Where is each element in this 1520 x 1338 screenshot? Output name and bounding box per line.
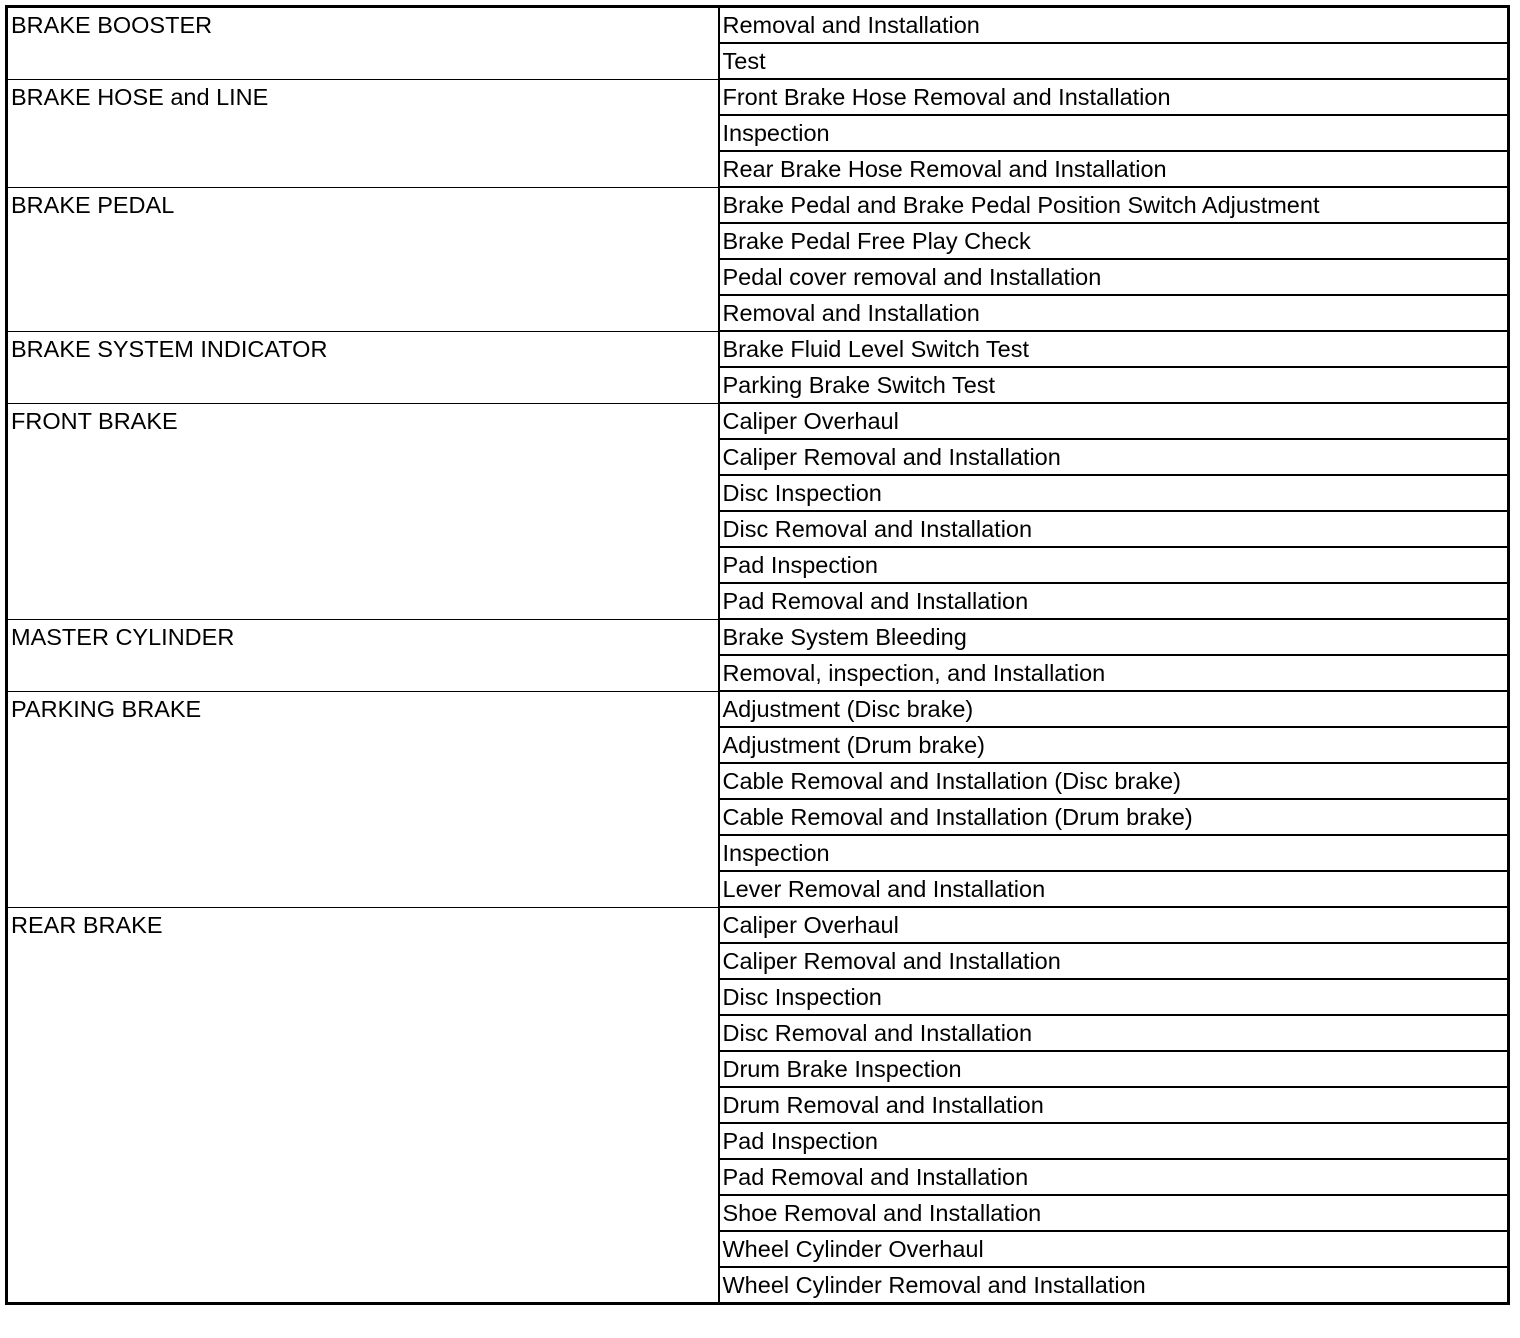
table-row <box>7 331 1509 367</box>
procedure-cell: Lever Removal and Installation <box>719 871 1509 907</box>
procedure-cell: Wheel Cylinder Overhaul <box>719 1231 1509 1267</box>
category-cell: PARKING BRAKE <box>7 691 719 907</box>
procedure-cell: Drum Brake Inspection <box>719 1051 1509 1087</box>
category-cell: FRONT BRAKE <box>7 403 719 619</box>
category-cell: BRAKE HOSE and LINE <box>7 79 719 187</box>
procedure-cell: Disc Inspection <box>719 979 1509 1015</box>
procedure-cell: Removal and Installation <box>722 12 980 38</box>
category-cell: BRAKE SYSTEM INDICATOR <box>7 331 719 403</box>
table-row <box>7 187 1509 223</box>
procedure-cell: Pad Removal and Installation <box>719 1159 1509 1195</box>
table-row <box>7 79 1509 115</box>
procedure-cell: Caliper Overhaul <box>719 403 1509 439</box>
procedure-cell: Cable Removal and Installation (Disc brake) <box>719 763 1509 799</box>
procedure-cell: Caliper Removal and Installation <box>719 943 1509 979</box>
procedure-cell: Pad Removal and Installation <box>719 583 1509 619</box>
procedure-cell: Adjustment (Disc brake) <box>719 691 1509 727</box>
procedure-cell: Inspection <box>719 115 1509 151</box>
table-row <box>7 907 1509 943</box>
procedure-cell: Brake Pedal and Brake Pedal Position Switch Adjustment <box>719 187 1509 223</box>
procedure-cell: Rear Brake Hose Removal and Installation <box>719 151 1509 187</box>
table-row <box>7 403 1509 439</box>
table-body <box>7 7 1509 1304</box>
procedure-cell: Inspection <box>719 835 1509 871</box>
procedure-cell: Disc Inspection <box>719 475 1509 511</box>
brake-procedures-table <box>5 5 1510 1305</box>
procedure-cell: Shoe Removal and Installation <box>719 1195 1509 1231</box>
procedure-cell: Brake System Bleeding <box>719 619 1509 655</box>
procedure-cell: Front Brake Hose Removal and Installation <box>719 79 1509 115</box>
category-cell: REAR BRAKE <box>7 907 719 1304</box>
procedure-cell: Caliper Overhaul <box>719 907 1509 943</box>
procedure-cell: Caliper Removal and Installation <box>719 439 1509 475</box>
category-cell: MASTER CYLINDER <box>7 619 719 691</box>
procedure-cell: Wheel Cylinder Removal and Installation <box>719 1267 1509 1304</box>
procedure-cell: Brake Pedal Free Play Check <box>719 223 1509 259</box>
procedure-cell: Removal, inspection, and Installation <box>719 655 1509 691</box>
procedure-cell: Brake Fluid Level Switch Test <box>719 331 1509 367</box>
table-row <box>7 7 1509 44</box>
procedure-cell: Pad Inspection <box>719 1123 1509 1159</box>
procedure-cell: Removal and Installation <box>719 295 1509 331</box>
procedure-cell: Test <box>719 43 1509 79</box>
table-row <box>7 619 1509 655</box>
category-cell: BRAKE BOOSTER <box>7 7 719 80</box>
procedure-cell: Parking Brake Switch Test <box>719 367 1509 403</box>
procedure-cell: Pad Inspection <box>719 547 1509 583</box>
procedure-cell: Pedal cover removal and Installation <box>719 259 1509 295</box>
procedure-cell: Disc Removal and Installation <box>719 1015 1509 1051</box>
procedure-cell: Cable Removal and Installation (Drum brake) <box>719 799 1509 835</box>
table-row <box>7 691 1509 727</box>
category-cell: BRAKE PEDAL <box>7 187 719 331</box>
procedure-cell: Drum Removal and Installation <box>719 1087 1509 1123</box>
procedure-cell: Adjustment (Drum brake) <box>719 727 1509 763</box>
procedure-cell: Disc Removal and Installation <box>719 511 1509 547</box>
